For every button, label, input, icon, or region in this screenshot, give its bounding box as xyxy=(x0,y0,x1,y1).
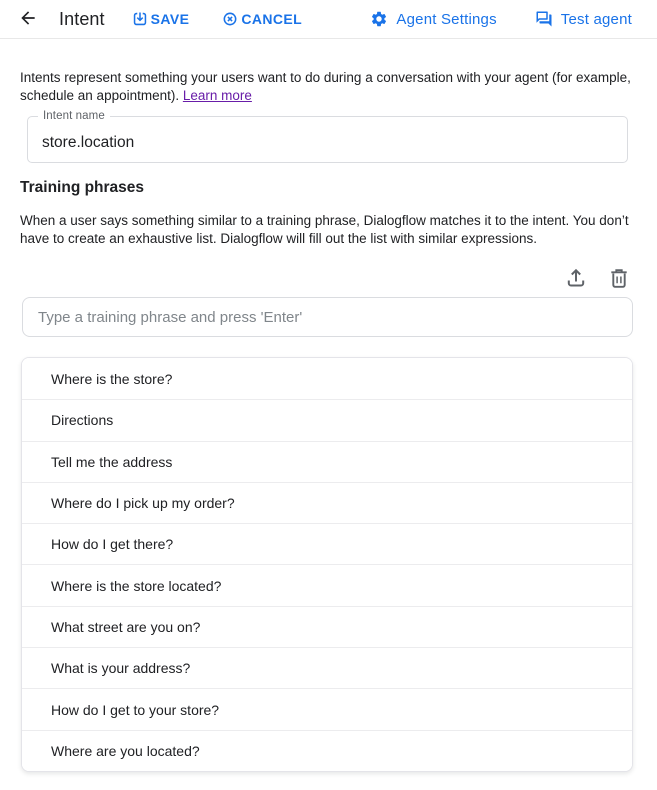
training-phrase-text: How do I get to your store? xyxy=(51,701,220,718)
training-phrases-toolbar xyxy=(564,266,631,293)
cancel-icon xyxy=(222,11,238,27)
training-phrase-text: Directions xyxy=(51,412,114,429)
training-phrase-row[interactable] xyxy=(22,688,632,729)
training-phrase-row[interactable] xyxy=(22,441,632,482)
training-phrase-text: Tell me the address xyxy=(51,453,173,470)
save-icon xyxy=(132,11,148,27)
training-phrase-row[interactable] xyxy=(22,523,632,564)
save-button[interactable] xyxy=(132,11,190,27)
delete-phrases-button[interactable] xyxy=(607,266,631,293)
test-agent-button[interactable] xyxy=(535,10,632,28)
training-phrase-text: Where are you located? xyxy=(51,742,200,759)
intent-name-field xyxy=(27,110,628,163)
gear-icon xyxy=(370,10,388,28)
training-phrase-row[interactable] xyxy=(22,647,632,688)
trash-icon xyxy=(607,266,631,293)
intent-name-input[interactable] xyxy=(28,117,627,162)
training-phrases-list xyxy=(21,357,633,772)
back-arrow-icon xyxy=(18,8,38,31)
upload-phrases-button[interactable] xyxy=(564,266,588,293)
intro-text xyxy=(20,69,642,105)
intent-name-label: Intent name xyxy=(38,110,110,122)
training-phrases-heading: Training phrases xyxy=(20,179,145,196)
learn-more-link[interactable]: Learn more xyxy=(182,88,252,103)
training-phrase-text: How do I get there? xyxy=(51,536,174,553)
training-phrase-input[interactable] xyxy=(22,297,633,337)
back-button[interactable] xyxy=(18,8,38,31)
save-button-label: SAVE xyxy=(150,11,190,27)
page-title: Intent xyxy=(59,8,105,29)
training-phrase-text: Where do I pick up my order? xyxy=(51,495,235,512)
training-phrases-description: When a user says something similar to a training phrase, Dialogflow matches it to the intent. You don’t have to create an exhaustive list. Dialogflow will fill out the list with similar expressions. xyxy=(20,213,629,246)
cancel-button-label: CANCEL xyxy=(241,11,303,27)
intro-text-body: Intents represent something your users want to do during a conversation with your agent (for example, schedule an appointment). xyxy=(20,70,631,103)
training-phrase-row[interactable] xyxy=(22,606,632,647)
training-phrase-row[interactable] xyxy=(22,482,632,523)
training-phrase-row[interactable] xyxy=(22,730,632,771)
training-phrase-text: Where is the store located? xyxy=(51,577,222,594)
forum-chat-icon xyxy=(535,10,553,28)
upload-icon xyxy=(564,266,588,293)
agent-settings-label: Agent Settings xyxy=(396,10,497,28)
training-phrase-row[interactable] xyxy=(22,564,632,605)
training-phrase-text: What street are you on? xyxy=(51,618,201,635)
test-agent-label: Test agent xyxy=(560,10,632,28)
top-bar xyxy=(0,0,657,39)
training-phrase-text: Where is the store? xyxy=(51,370,173,387)
agent-settings-button[interactable] xyxy=(370,10,496,28)
cancel-button[interactable] xyxy=(222,11,302,27)
training-phrase-row[interactable] xyxy=(22,399,632,440)
training-phrase-text: What is your address? xyxy=(51,660,191,677)
training-phrase-row[interactable] xyxy=(22,358,632,399)
